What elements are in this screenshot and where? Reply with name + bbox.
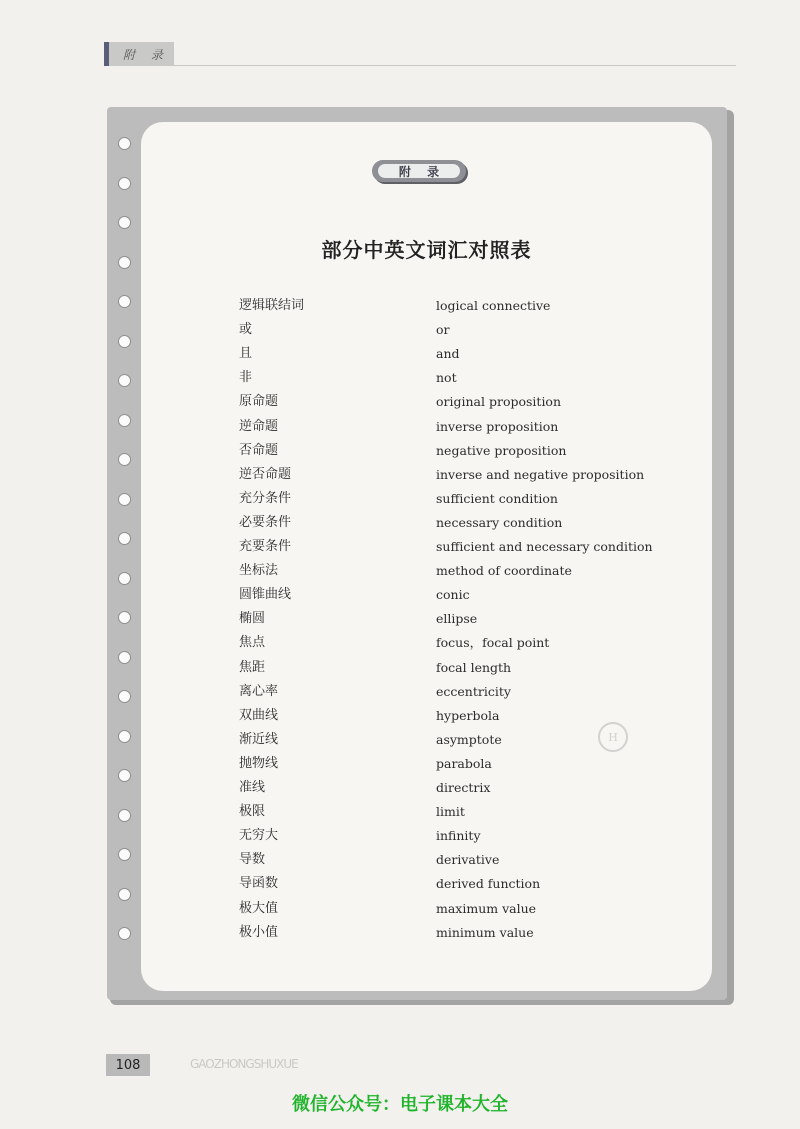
english-term: focus，focal point xyxy=(436,635,550,650)
english-term: inverse and negative proposition xyxy=(436,467,645,482)
english-term: infinity xyxy=(436,828,481,843)
vocabulary-row xyxy=(0,610,800,634)
section-header-tab xyxy=(104,42,174,66)
header-rule xyxy=(174,65,736,66)
vocabulary-row xyxy=(0,466,800,490)
chinese-term: 焦点 xyxy=(239,635,266,650)
faint-seal-mark: H xyxy=(598,722,628,752)
binder-ring xyxy=(118,137,131,150)
chinese-term: 充要条件 xyxy=(239,539,292,554)
chinese-term: 极大值 xyxy=(239,901,279,916)
vocabulary-row xyxy=(0,562,800,586)
english-term: conic xyxy=(436,587,470,602)
chinese-term: 椭圆 xyxy=(239,611,266,626)
english-term: focal length xyxy=(436,660,512,675)
vocabulary-row xyxy=(0,369,800,393)
vocabulary-row xyxy=(0,659,800,683)
vocabulary-row xyxy=(0,538,800,562)
english-term: eccentricity xyxy=(436,684,511,699)
chinese-term: 焦距 xyxy=(239,660,266,675)
chinese-term: 逆否命题 xyxy=(239,467,292,482)
vocabulary-row xyxy=(0,442,800,466)
binder-ring xyxy=(118,216,131,229)
chinese-term: 双曲线 xyxy=(239,708,279,723)
vocabulary-row xyxy=(0,779,800,803)
chinese-term: 非 xyxy=(239,370,253,385)
chinese-term: 离心率 xyxy=(239,684,279,699)
chinese-term: 渐近线 xyxy=(239,732,279,747)
vocabulary-row xyxy=(0,707,800,731)
vocabulary-row xyxy=(0,803,800,827)
page-number: 108 xyxy=(106,1054,150,1076)
vocabulary-row xyxy=(0,345,800,369)
english-term: maximum value xyxy=(436,901,537,916)
vocabulary-row xyxy=(0,418,800,442)
english-term: original proposition xyxy=(436,394,562,409)
english-term: not xyxy=(436,370,457,385)
vocabulary-row xyxy=(0,297,800,321)
chinese-term: 否命题 xyxy=(239,443,279,458)
vocabulary-row xyxy=(0,586,800,610)
vocabulary-row xyxy=(0,731,800,755)
english-term: directrix xyxy=(436,780,491,795)
vocabulary-row xyxy=(0,514,800,538)
english-term: parabola xyxy=(436,756,492,771)
chinese-term: 且 xyxy=(239,346,253,361)
chinese-term: 极小值 xyxy=(239,925,279,940)
english-term: limit xyxy=(436,804,465,819)
chinese-term: 或 xyxy=(239,322,253,337)
binder-ring xyxy=(118,177,131,190)
chinese-term: 充分条件 xyxy=(239,491,292,506)
vocabulary-row xyxy=(0,875,800,899)
english-term: and xyxy=(436,346,460,361)
section-header-label: 附 录 xyxy=(123,47,169,62)
chinese-term: 抛物线 xyxy=(239,756,279,771)
chinese-term: 圆锥曲线 xyxy=(239,587,292,602)
vocabulary-row xyxy=(0,490,800,514)
english-term: minimum value xyxy=(436,925,534,940)
english-term: logical connective xyxy=(436,298,551,313)
english-term: ellipse xyxy=(436,611,478,626)
chinese-term: 必要条件 xyxy=(239,515,292,530)
vocabulary-row xyxy=(0,393,800,417)
chinese-term: 极限 xyxy=(239,804,266,819)
footer-brand: GAOZHONGSHUXUE xyxy=(190,1057,298,1071)
english-term: derived function xyxy=(436,876,541,891)
english-term: necessary condition xyxy=(436,515,563,530)
english-term: sufficient condition xyxy=(436,491,558,506)
chinese-term: 原命题 xyxy=(239,394,279,409)
english-term: sufficient and necessary condition xyxy=(436,539,653,554)
chinese-term: 导数 xyxy=(239,852,266,867)
vocabulary-row xyxy=(0,924,800,948)
vocabulary-row xyxy=(0,900,800,924)
appendix-badge-label: 附 录 xyxy=(378,164,460,178)
chinese-term: 坐标法 xyxy=(239,563,279,578)
english-term: derivative xyxy=(436,852,500,867)
watermark-text: 微信公众号：电子课本大全 xyxy=(292,1094,508,1115)
vocabulary-row xyxy=(0,321,800,345)
binder-ring xyxy=(118,256,131,269)
chinese-term: 逆命题 xyxy=(239,419,279,434)
vocabulary-row xyxy=(0,755,800,779)
vocabulary-row xyxy=(0,634,800,658)
chinese-term: 准线 xyxy=(239,780,266,795)
appendix-badge xyxy=(372,160,466,182)
vocabulary-row xyxy=(0,827,800,851)
chinese-term: 导函数 xyxy=(239,876,279,891)
english-term: asymptote xyxy=(436,732,502,747)
page-title: 部分中英文词汇对照表 xyxy=(321,238,532,262)
english-term: method of coordinate xyxy=(436,563,572,578)
chinese-term: 逻辑联结词 xyxy=(239,298,305,313)
vocabulary-row xyxy=(0,683,800,707)
english-term: inverse proposition xyxy=(436,419,559,434)
vocabulary-row xyxy=(0,851,800,875)
english-term: or xyxy=(436,322,450,337)
english-term: negative proposition xyxy=(436,443,567,458)
english-term: hyperbola xyxy=(436,708,500,723)
chinese-term: 无穷大 xyxy=(239,828,279,843)
